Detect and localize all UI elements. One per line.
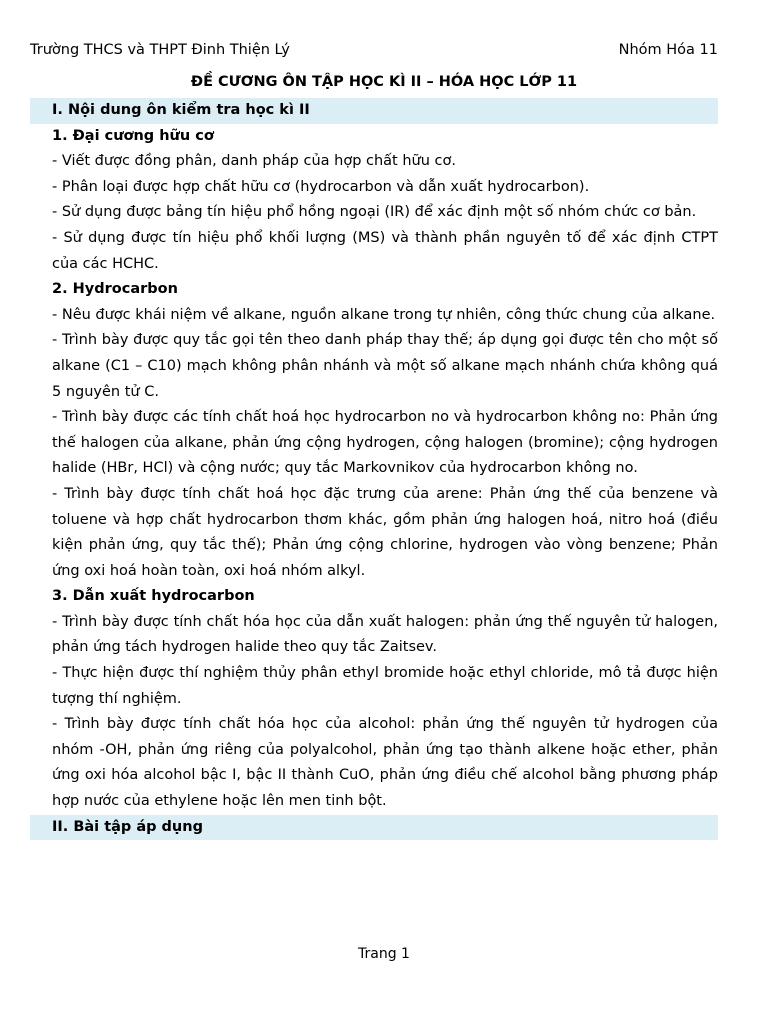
page-header xyxy=(30,42,718,62)
school-name: Trường THCS và THPT Đinh Thiện Lý xyxy=(30,42,290,58)
list-item: - Sử dụng được tín hiệu phổ khối lượng (MS) và thành phần nguyên tố để xác định CTPT của các HCHC. xyxy=(52,229,718,272)
list-item: - Thực hiện được thí nghiệm thủy phân ethyl bromide hoặc ethyl chloride, mô tả được hiện tượng thí nghiệm. xyxy=(52,665,718,707)
subsection-heading-hydrocarbon: 2. Hydrocarbon xyxy=(52,281,178,298)
list-item: - Viết được đồng phân, danh pháp của hợp chất hữu cơ. xyxy=(52,153,456,170)
subsection-heading-organic: 1. Đại cương hữu cơ xyxy=(52,127,214,144)
subsection-heading-derivatives: 3. Dẫn xuất hydrocarbon xyxy=(52,588,255,605)
list-item: - Trình bày được tính chất hoá học đặc trưng của arene: Phản ứng thế của benzene và toluene và hợp chất hydrocarbon thơm khác, gồm phản ứng halogen hoá, nitro hoá (điều kiện phản ứng, quy tắc thế); Phản ứng cộng chlorine, hydrogen vào vòng benzene; Phản ứng oxi hoá hoàn toàn, oxi hoá nhóm alkyl. xyxy=(52,485,718,579)
list-item: - Phân loại được hợp chất hữu cơ (hydrocarbon và dẫn xuất hydrocarbon). xyxy=(52,178,590,195)
page-number: Trang 1 xyxy=(358,946,410,962)
list-item: - Trình bày được các tính chất hoá học hydrocarbon no và hydrocarbon không no: Phản ứng thế halogen của alkane, phản ứng cộng hydrogen, cộng halogen (bromine); cộng hydrogen halide (HBr, HCl) và cộng nước; quy tắc Markovnikov của hydrocarbon không no. xyxy=(52,409,718,477)
group-name: Nhóm Hóa 11 xyxy=(618,42,718,58)
list-item: - Trình bày được tính chất hóa học của dẫn xuất halogen: phản ứng thế nguyên tử halogen, phản ứng tách hydrogen halide theo quy tắc Zaitsev. xyxy=(52,613,718,656)
document-title: ĐỀ CƯƠNG ÔN TẬP HỌC KÌ II – HÓA HỌC LỚP 11 xyxy=(190,74,578,90)
list-item: - Trình bày được quy tắc gọi tên theo danh pháp thay thế; áp dụng gọi được tên cho một số alkane (C1 – C10) mạch không phân nhánh và một số alkane mạch nhánh chứa không quá 5 nguyên tử C. xyxy=(52,332,718,400)
list-item: - Sử dụng được bảng tín hiệu phổ hồng ngoại (IR) để xác định một số nhóm chức cơ bản. xyxy=(52,204,697,221)
list-item: - Nêu được khái niệm về alkane, nguồn alkane trong tự nhiên, công thức chung của alkane. xyxy=(52,306,716,323)
section-heading-exercises: II. Bài tập áp dụng xyxy=(30,815,718,841)
section-heading-content: I. Nội dung ôn kiểm tra học kì II xyxy=(30,98,718,124)
document-body xyxy=(30,98,718,840)
list-item: - Trình bày được tính chất hóa học của alcohol: phản ứng thế nguyên tử hydrogen của nhóm -OH, phản ứng riêng của polyalcohol, phản ứng tạo thành alkene hoặc ether, phản ứng oxi hóa alcohol bậc I, bậc II thành CuO, phản ứng điều chế alcohol bằng phương pháp hợp nước của ethylene hoặc lên men tinh bột. xyxy=(52,716,718,810)
